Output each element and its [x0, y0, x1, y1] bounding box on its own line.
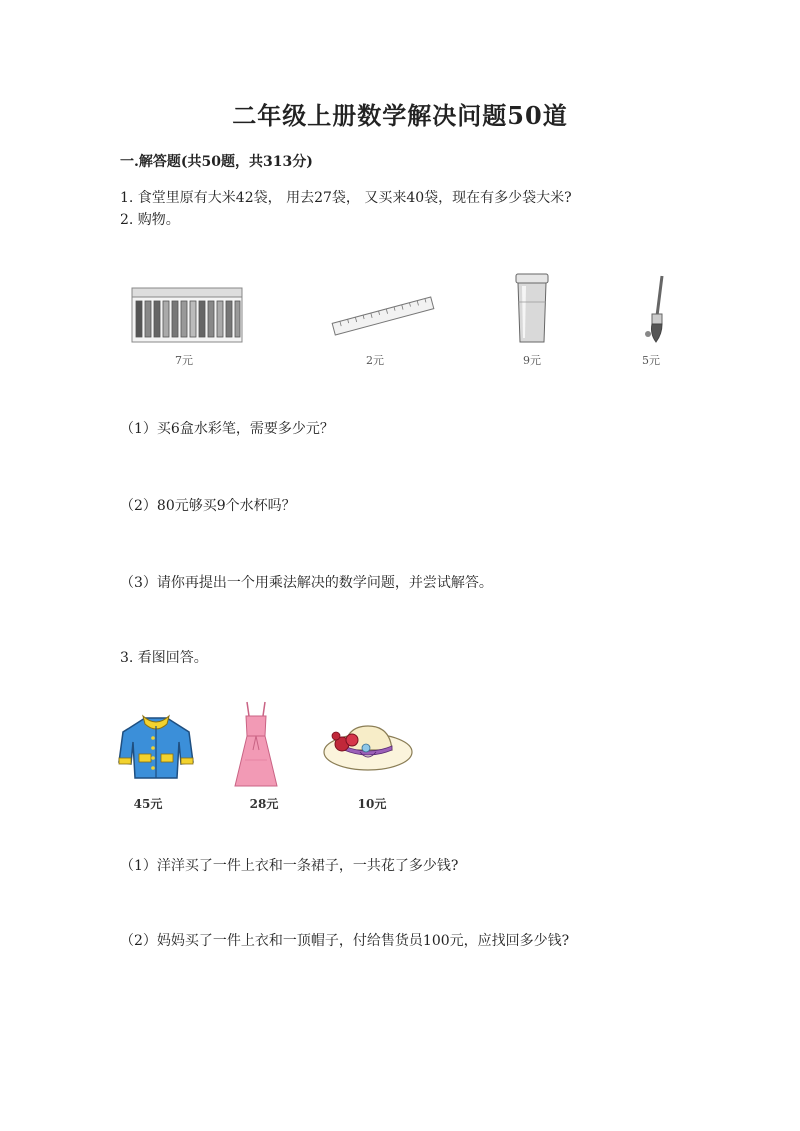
question-2-sub-3: （3）请你再提出一个用乘法解决的数学问题，并尝试解答。 — [120, 575, 493, 591]
section-heading: 一.解答题(共50题，共313分) — [120, 154, 313, 170]
cup-icon — [514, 272, 550, 346]
price-dress: 28元 — [249, 797, 279, 811]
price-watercolor-pens: 7元 — [175, 354, 193, 367]
sun-hat-icon — [322, 716, 414, 774]
question-3-sub-1: （1）洋洋买了一件上衣和一条裙子，一共花了多少钱? — [120, 858, 459, 874]
question-3-sub-2: （2）妈妈买了一件上衣和一顶帽子，付给售货员100元，应找回多少钱? — [120, 933, 570, 949]
price-hat: 10元 — [357, 797, 387, 811]
price-cup: 9元 — [523, 354, 541, 367]
question-1: 1. 食堂里原有大米42袋， 用去27袋， 又买来40袋，现在有多少袋大米? — [120, 190, 572, 206]
price-ruler: 2元 — [366, 354, 384, 367]
price-jacket: 45元 — [133, 797, 163, 811]
question-2-sub-1: （1）买6盒水彩笔，需要多少元？ — [120, 421, 334, 437]
watercolor-pens-box-icon — [132, 288, 244, 344]
dress-icon — [233, 700, 279, 790]
paint-brush-icon — [640, 272, 670, 346]
page-title: 二年级上册数学解决问题50道 — [232, 101, 568, 130]
price-brush: 5元 — [642, 354, 660, 367]
jacket-icon — [117, 712, 195, 780]
ruler-icon — [330, 296, 436, 336]
question-2-sub-2: （2）80元够买9个水杯吗？ — [120, 498, 296, 514]
question-2: 2. 购物。 — [120, 212, 180, 228]
question-3: 3. 看图回答。 — [120, 650, 208, 666]
